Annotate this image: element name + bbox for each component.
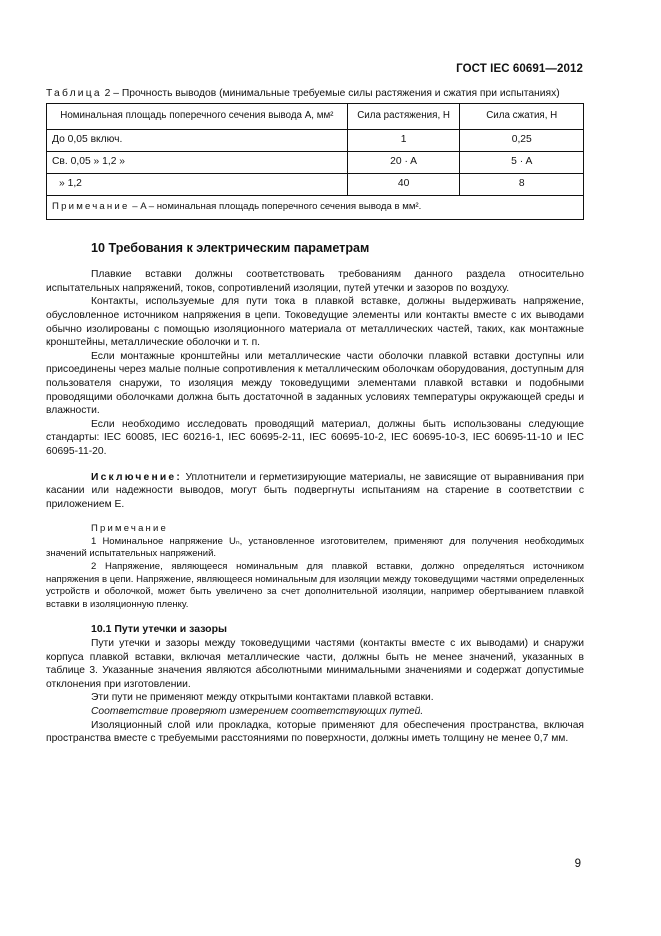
paragraph: Если необходимо исследовать проводящий материал, должны быть использованы следующие стандарты: IEC 60085, IEC 60216-1, IEC 60695-2-11, IEC 60695-10-2, IEC 60695-10-3, IEC 60695-11-10 и IEC 60695-11-20.: [46, 418, 584, 457]
exception-paragraph: [46, 471, 584, 512]
table-note-row: [47, 195, 584, 219]
compliance-paragraph: Соответствие проверяют измерением соответствующих путей.: [91, 706, 424, 717]
standard-header: ГОСТ IEC 60691—2012: [456, 63, 583, 75]
table-header-area: Номинальная площадь поперечного сечения вывода A, мм²: [47, 103, 348, 129]
note-2: 2 Напряжение, являющееся номинальным для плавкой вставки, должно определяться источником напряжения в цепи. Напряжение, являющееся номинальным для изоляции между токоведущими частями определенных устройств и оболочкой, может быть увеличено за счет дополнительной изоляции, например обертыванием плавкой вставки в изоляционную пленку.: [46, 561, 584, 610]
table-cell: 1: [347, 129, 460, 151]
page-content: [46, 87, 584, 746]
table-header-tension: Сила растяжения, Н: [347, 103, 460, 129]
section-title: 10 Требования к электрическим параметрам: [91, 240, 370, 255]
table-row: [47, 129, 584, 151]
table-note-text: – A – номинальная площадь поперечного сечения вывода в мм².: [129, 201, 422, 213]
spacer: [46, 459, 584, 471]
paragraph: Если монтажные кронштейны или металлические части оболочки плавкой вставки доступны или присоединены через малые полные сопротивления к металлическим оболочкам оборудования, доступным для пользователя снаружи, то изоляция между токоведущими элементами плавкой вставки и подобными проводящими оболочками должна быть достаточной в заданных условиях температуры окружающей среды и влажности.: [46, 350, 584, 417]
table-note: [47, 195, 584, 219]
table-header-compression: Сила сжатия, Н: [460, 103, 584, 129]
table-note-label: Примечание: [52, 201, 130, 213]
page-number: 9: [574, 858, 581, 870]
paragraph: Плавкие вставки должны соответствовать требованиям данного раздела относительно испытательных напряжений, токов, сопротивлений изоляции, путей утечки и зазоров по воздуху.: [46, 269, 584, 294]
table-caption-label: Таблица: [46, 88, 102, 99]
table-cell: Св. 0,05 » 1,2 »: [47, 151, 348, 173]
table-cell: До 0,05 включ.: [47, 129, 348, 151]
paragraph: Изоляционный слой или прокладка, которые применяют для обеспечения пространства, включая пространства вместе с требуемыми расстояниями по поверхности, должны иметь толщину не менее 0,7 мм.: [46, 719, 584, 745]
notes-label: Примечание: [91, 523, 168, 535]
table-cell: » 1,2: [47, 173, 348, 195]
spacer: [46, 611, 584, 623]
table-cell: 0,25: [460, 129, 584, 151]
table-cell: 5 · A: [460, 151, 584, 173]
table-row: [47, 151, 584, 173]
subsection-title: 10.1 Пути утечки и зазоры: [91, 623, 227, 636]
exception-label: Исключение:: [91, 471, 182, 483]
table-cell: 20 · A: [347, 151, 460, 173]
terminal-strength-table: [46, 103, 584, 220]
table-header-row: [47, 103, 584, 129]
paragraph: Эти пути не применяют между открытыми контактами плавкой вставки.: [91, 692, 434, 704]
table-caption: [46, 87, 584, 101]
paragraph: Пути утечки и зазоры между токоведущими частями (контакты вместе с их выводами) и снаружи корпуса плавкой вставки, включая металлические части, должны быть не менее значений, указанных в таблице 3. Указанные значения являются абсолютными минимальными значениями и содержат допустимые отклонения при изготовлении.: [46, 638, 584, 690]
spacer: [46, 511, 584, 523]
note-1: 1 Номинальное напряжение Uₙ, установленное изготовителем, применяют для получения необходимых значений испытательных напряжений.: [46, 535, 584, 560]
paragraph: Контакты, используемые для пути тока в плавкой вставке, должны выдерживать напряжение, обусловленное источником напряжения в цепи. Токоведущие элементы или контакты вместе с их выводами обычно изолированы с помощью изоляционного материала от металлических частей, таких, как монтажные кронштейны, металлические оболочки и т. п.: [46, 296, 584, 349]
table-cell: 40: [347, 173, 460, 195]
table-row: [47, 173, 584, 195]
table-cell: 8: [460, 173, 584, 195]
table-caption-text: 2 – Прочность выводов (минимальные требуемые силы растяжения и сжатия при испытаниях): [101, 88, 560, 99]
exception-text: Уплотнители и герметизирующие материалы, не зависящие от выравнивания при касании или надежности выводов, могут быть подвергнуты испытаниям на старение в соответствии с приложением Е.: [46, 471, 584, 510]
